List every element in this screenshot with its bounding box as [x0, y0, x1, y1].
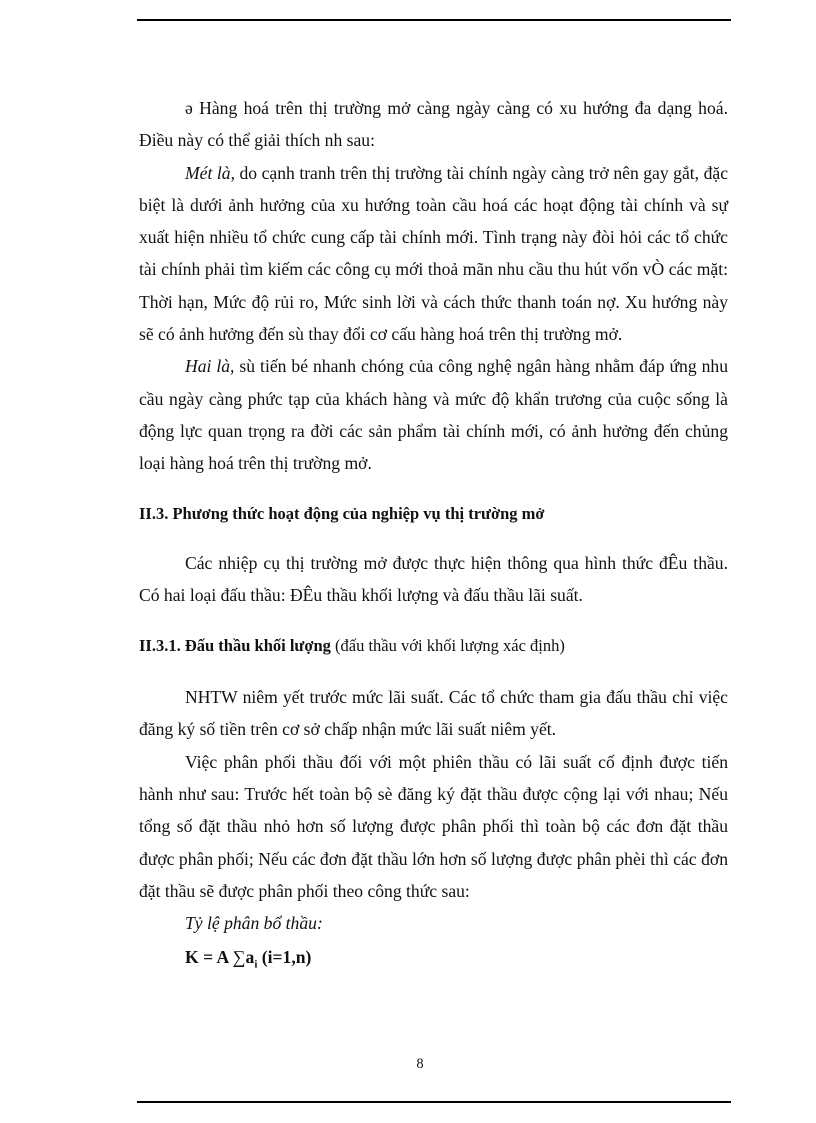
footer-rule: [137, 1101, 731, 1103]
paragraph-nghiep-vu: Các nhiệp cụ thị trường mở được thực hiện thông qua hình thức đÊu thầu. Có hai loại đấu thầu: ĐÊu thầu khối lượng và đấu thầu lãi suất.: [139, 552, 728, 605]
formula-sum-symbol: ∑: [232, 946, 246, 967]
formula-left: K = A: [185, 946, 233, 967]
paragraph-hang-hoa: ə Hàng hoá trên thị trường mở càng ngày càng có xu hướng đa dạng hoá. Điều này có thể giải thích nh sau:: [139, 98, 728, 151]
paragraph-phan-phoi: Việc phân phối thầu đối với một phiên thầu có lãi suất cố định được tiến hành như sau: Trước hết toàn bộ sè đăng ký đặt thầu được cộng lại với nhau; Nếu tổng số đặt thầu nhỏ hơn số lượng được phân phối thì toàn bộ các đơn đặt thầu được phân phối; Nếu các đơn đặt thầu lớn hơn số lượng được phân phèi thì các đơn đặt thầu sẽ được phân phối theo công thức sau:: [139, 751, 728, 901]
formula-subscript: i: [254, 958, 258, 971]
formula-label: Tỷ lệ phân bổ thầu:: [185, 913, 323, 934]
formula-variable: a: [245, 946, 255, 967]
paragraph-mot-la-lead: Mét là: [185, 162, 231, 183]
formula: [185, 940, 728, 982]
section-heading-2-3-1-bold: II.3.1. Đấu thầu khối lượng: [139, 636, 331, 656]
paragraph-nhtw: NHTW niêm yết trước mức lãi suất. Các tổ chức tham gia đấu thầu chỉ việc đăng ký số tiền trên cơ sở chấp nhận mức lãi suất niêm yết.: [139, 687, 728, 740]
document-body: [139, 92, 728, 981]
section-heading-2-3-1-note: (đấu thầu với khối lượng xác định): [330, 636, 565, 656]
paragraph-hai-la: [139, 350, 728, 479]
paragraph-hai-la-text: sù tiến bé nhanh chóng của công nghệ ngân hàng nhằm đáp ứng nhu cầu ngày càng phức tạp của khách hàng và mức độ khẩn trương của cuộc sống là động lực quan trọng ra đời các sản phẩm tài chính mới, có ảnh hưởng đến chủng loại hàng hoá trên thị trường mở.: [139, 356, 728, 474]
page-number: 8: [416, 1056, 424, 1072]
formula-range: (i=1,n): [257, 946, 312, 967]
section-heading-2-3-1: [139, 630, 728, 662]
header-rule: [137, 19, 731, 21]
paragraph-hai-la-lead: Hai là,: [185, 356, 235, 377]
paragraph-mot-la-text: , do cạnh tranh trên thị trường tài chính ngày càng trở nên gay gắt, đặc biệt là dưới ảnh hưởng của xu hướng toàn cầu hoá các hoạt động tài chính và sự xuất hiện nhiều tổ chức cung cấp tài chính mới. Tình trạng này đòi hỏi các tổ chức tài chính phải tìm kiếm các công cụ mới thoả mãn nhu cầu thu hút vốn vÒ các mặt: Thời hạn, Mức độ rủi ro, Mức sinh lời và cách thức thanh toán nợ. Xu hướng này sẽ có ảnh hưởng đến sù thay đổi cơ cấu hàng hoá trên thị trường mở.: [139, 162, 729, 345]
section-heading-2-3: II.3. Phương thức hoạt động của nghiệp vụ thị trường mở: [139, 503, 545, 523]
paragraph-mot-la: [139, 157, 728, 351]
